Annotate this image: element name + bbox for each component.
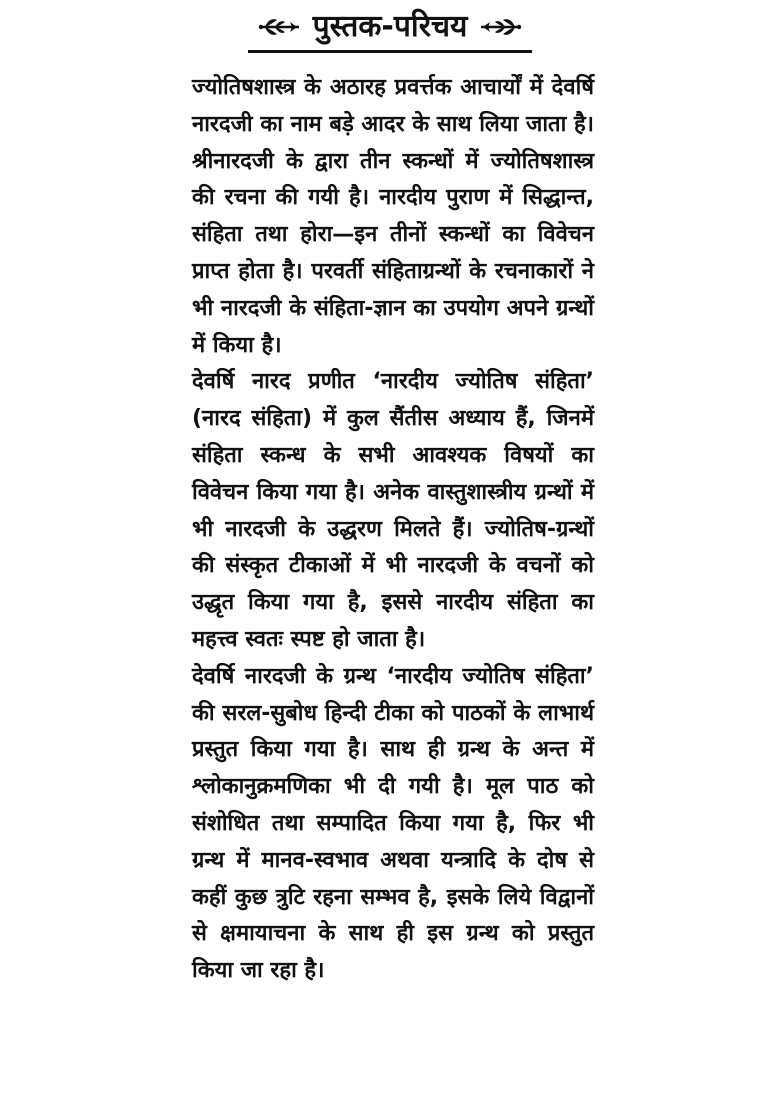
paragraph-3: देवर्षि नारदजी के ग्रन्थ ‘नारदीय ज्योतिष संहिता’ की सरल-सुबोध हिन्दी टीका को पाठकों के लाभार्थ प्रस्तुत किया गया है। साथ ही ग्रन्थ के अन्त में श्लोकानुक्रमणिका भी दी गयी है। मूल पाठ को संशोधित तथा सम्पादित किया गया है, फिर भी ग्रन्थ में मानव-स्वभाव अथवा यन्त्रादि के दोष से कहीं कुछ त्रुटि रहना सम्भव है, इसके लिये विद्वानों से क्षमायाचना के साथ ही इस ग्रन्थ को प्रस्तुत किया जा रहा है। [192, 663, 594, 984]
title-underline [248, 50, 532, 53]
article-body [192, 70, 594, 990]
page-title: पुस्तक-परिचय [312, 9, 468, 44]
header [0, 6, 780, 48]
leaf-ornament-right-icon [479, 15, 523, 39]
paragraph-2: देवर्षि नारद प्रणीत ‘नारदीय ज्योतिष संहिता’ (नारद संहिता) में कुल सैंतीस अध्याय हैं, जिनमें संहिता स्कन्ध के सभी आवश्यक विषयों का विवेचन किया गया है। अनेक वास्तुशास्त्रीय ग्रन्थों में भी नारदजी के उद्धरण मिलते हैं। ज्योतिष-ग्रन्थों की संस्कृत टीकाओं में भी नारदजी के वचनों को उद्धृत किया गया है, इससे नारदीय संहिता का महत्त्व स्वतः स्पष्ट हो जाता है। [192, 369, 594, 652]
paragraph-1: ज्योतिषशास्त्र के अठारह प्रवर्त्तक आचार्यों में देवर्षि नारदजी का नाम बड़े आदर के साथ लिया जाता है। श्रीनारदजी के द्वारा तीन स्कन्धों में ज्योतिषशास्त्र की रचना की गयी है। नारदीय पुराण में सिद्धान्त, संहिता तथा होरा—इन तीनों स्कन्धों का विवेचन प्राप्त होता है। परवर्ती संहिताग्रन्थों के रचनाकारों ने भी नारदजी के संहिता-ज्ञान का उपयोग अपने ग्रन्थों में किया है। [192, 75, 594, 358]
leaf-ornament-left-icon [257, 15, 301, 39]
